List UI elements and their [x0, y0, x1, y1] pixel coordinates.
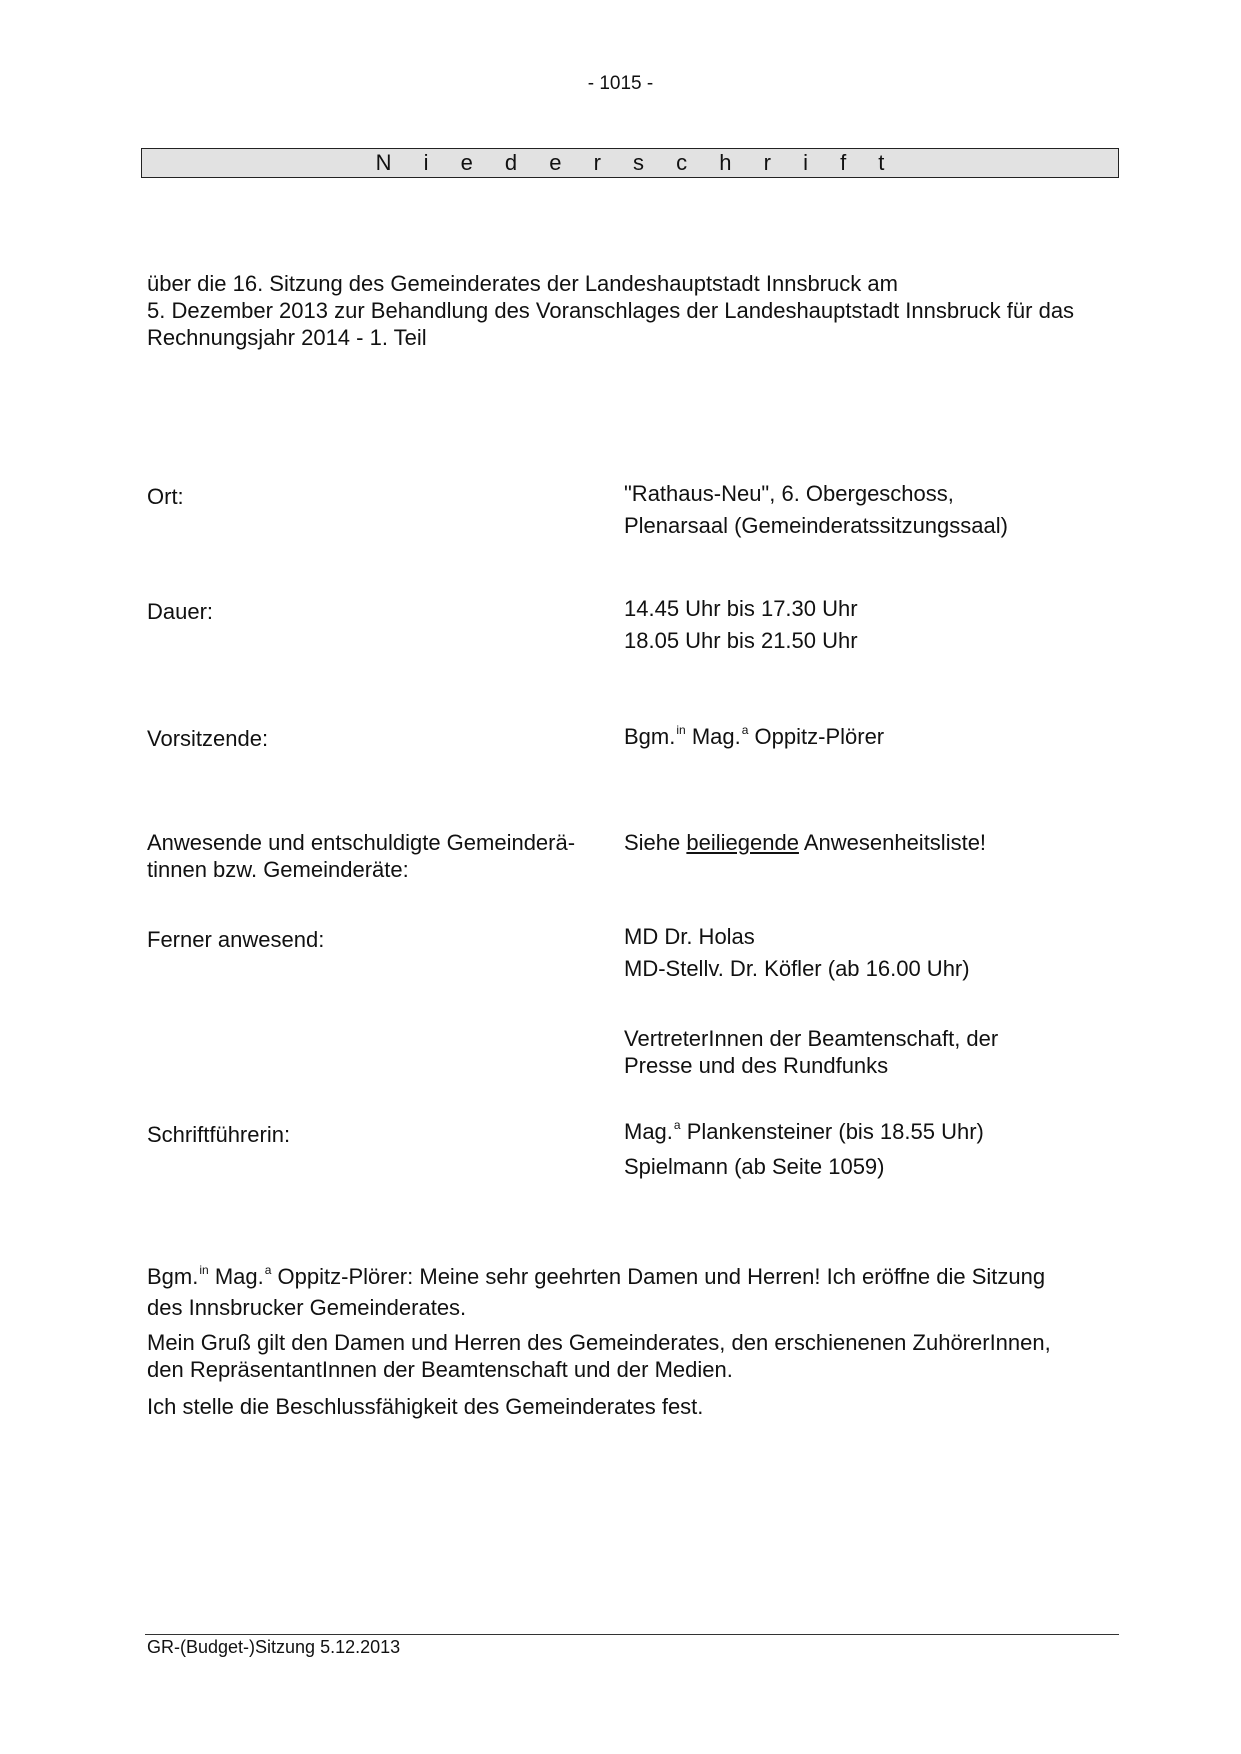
speech-bgm-superscript: in: [199, 1263, 209, 1277]
vorsitz-name: Oppitz-Plörer: [748, 724, 885, 749]
ort-value: [624, 478, 1008, 542]
speech-speaker: Oppitz-Plörer:: [271, 1264, 414, 1289]
anwesende-value: [624, 829, 986, 856]
mag-superscript: a: [741, 723, 749, 737]
ort-label: Ort:: [147, 484, 184, 509]
dauer-label: Dauer:: [147, 599, 214, 624]
vorsitz-value: [624, 721, 884, 756]
ferner-line: MD Dr. Holas: [624, 924, 755, 949]
dauer-line: 18.05 Uhr bis 21.50 Uhr: [624, 628, 858, 653]
mag-title: Mag.: [685, 724, 741, 749]
speech-paragraph-2: [147, 1329, 1127, 1383]
ort-line: Plenarsaal (Gemeinderatssitzungssaal): [624, 513, 1008, 538]
speech-line: des Innsbrucker Gemeinderates.: [147, 1295, 467, 1320]
schrift-label: Schriftführerin:: [147, 1122, 291, 1147]
speech-mag: Mag.: [208, 1264, 264, 1289]
speech-paragraph-1: [147, 1263, 1127, 1321]
anwesende-label-line: Anwesende und entschuldigte Gemeinderä-: [147, 830, 576, 855]
anwesende-post: Anwesenheitsliste!: [798, 830, 987, 855]
intro-line: 5. Dezember 2013 zur Behandlung des Voranschlages der Landeshauptstadt Innsbruck für das: [147, 298, 1075, 323]
ferner-line: Presse und des Rundfunks: [624, 1053, 889, 1078]
bgm-superscript: in: [676, 723, 686, 737]
anwesende-pre: Siehe: [624, 830, 687, 855]
schrift-line2: Spielmann (ab Seite 1059): [624, 1154, 885, 1179]
ferner-line: MD-Stellv. Dr. Köfler (ab 16.00 Uhr): [624, 956, 970, 981]
speech-paragraph-3: [147, 1393, 1127, 1420]
document-title-box: [141, 148, 1119, 178]
bgm-title: Bgm.: [624, 724, 676, 749]
ferner-value-2: [624, 1025, 998, 1079]
ferner-line: VertreterInnen der Beamtenschaft, der: [624, 1026, 999, 1051]
document-title: N i e d e r s c h r i f t: [375, 150, 898, 175]
footer-text: GR-(Budget-)Sitzung 5.12.2013: [147, 1637, 401, 1657]
speech-line: den RepräsentantInnen der Beamtenschaft und der Medien.: [147, 1357, 733, 1382]
intro-line: Rechnungsjahr 2014 - 1. Teil: [147, 325, 427, 350]
footer-divider: [145, 1634, 1119, 1635]
ferner-value: [624, 921, 970, 985]
anwesende-underlined: beiliegende: [686, 830, 799, 855]
anwesende-label: [147, 829, 575, 883]
speech-line: Ich stelle die Beschlussfähigkeit des Gemeinderates fest.: [147, 1394, 704, 1419]
schrift-value: [624, 1116, 984, 1183]
dauer-value: [624, 593, 858, 657]
dauer-line: 14.45 Uhr bis 17.30 Uhr: [624, 596, 858, 621]
speech-line: Mein Gruß gilt den Damen und Herren des Gemeinderates, den erschienenen ZuhörerInnen,: [147, 1330, 1051, 1355]
speech-mag-superscript: a: [264, 1263, 272, 1277]
page-number: - 1015 -: [587, 73, 654, 94]
schrift-mag: Mag.: [624, 1119, 673, 1144]
speech-bgm: Bgm.: [147, 1264, 199, 1289]
ferner-label: Ferner anwesend:: [147, 927, 325, 952]
ort-line: "Rathaus-Neu", 6. Obergeschoss,: [624, 481, 954, 506]
intro-paragraph: [147, 270, 1127, 351]
schrift-mag-superscript: a: [673, 1118, 681, 1132]
schrift-line1: Plankensteiner (bis 18.55 Uhr): [680, 1119, 984, 1144]
intro-line: über die 16. Sitzung des Gemeinderates der Landeshauptstadt Innsbruck am: [147, 271, 898, 296]
anwesende-label-line: tinnen bzw. Gemeinderäte:: [147, 857, 409, 882]
vorsitz-label: Vorsitzende:: [147, 726, 269, 751]
speech-text: Meine sehr geehrten Damen und Herren! Ich eröffne die Sitzung: [413, 1264, 1046, 1289]
